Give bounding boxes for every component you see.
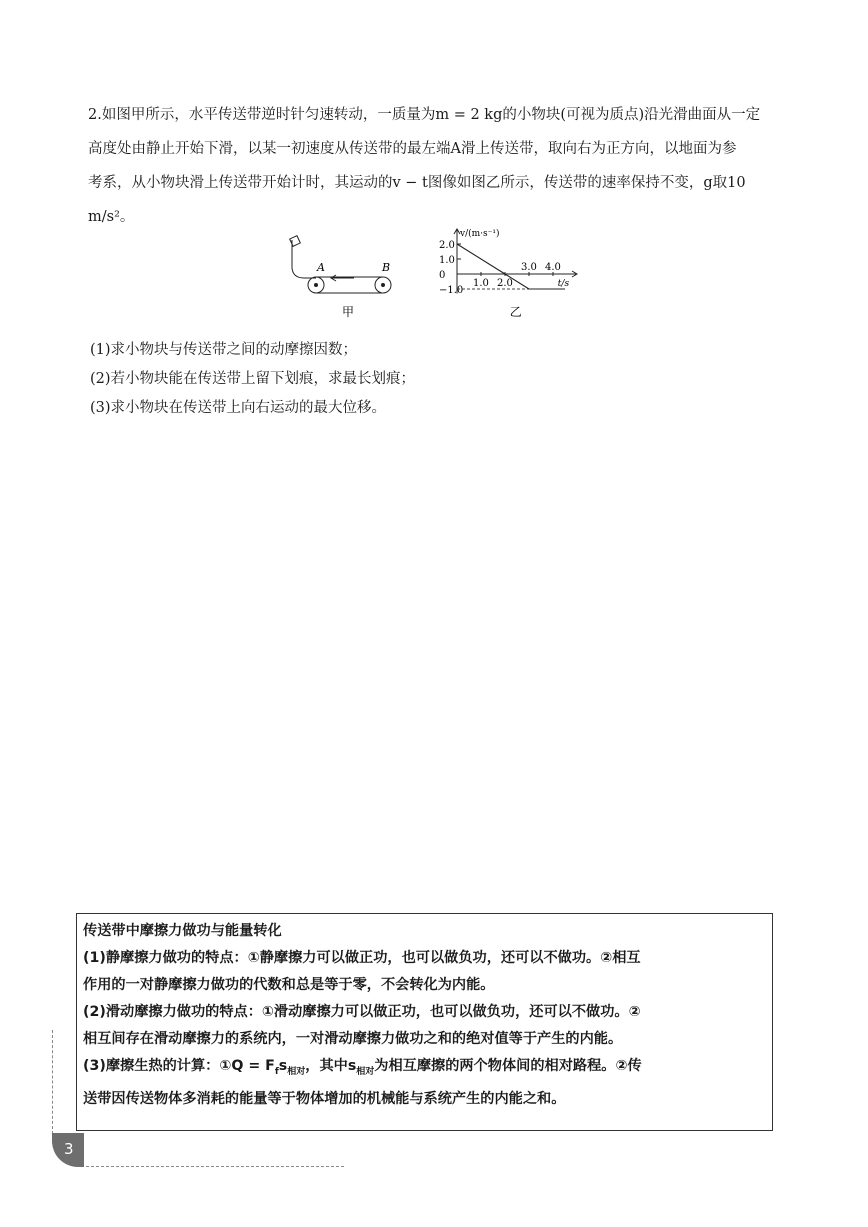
footer-dash (86, 1166, 344, 1167)
summary-title: 传送带中摩擦力做功与能量转化 (83, 923, 282, 939)
sub-question-3: (3)求小物块在传送带上向右运动的最大位移。 (90, 400, 387, 416)
problem-2 (88, 98, 808, 234)
label-b: B (382, 261, 391, 274)
x-tick-label: 4.0 (545, 262, 561, 273)
summary-line-2: 作用的一对静摩擦力做功的代数和总是等于零，不会转化为内能。 (83, 977, 495, 993)
block (290, 236, 301, 247)
y-tick-label: −1.0 (439, 285, 464, 296)
y-tick-label: 0 (439, 270, 446, 281)
x-tick-label: 1.0 (473, 278, 489, 289)
y-tick-label: 1.0 (439, 255, 455, 266)
page-number: 3 (52, 1133, 84, 1167)
sub-question-2: (2)若小物块能在传送带上留下划痕，求最长划痕； (90, 371, 416, 387)
problem-number: 2. (88, 107, 102, 123)
slope-curve (292, 240, 316, 278)
caption-a: 甲 (342, 305, 355, 319)
y-axis-label: v/(m·s⁻¹) (460, 229, 500, 239)
summary-line-1: (1)静摩擦力做功的特点：①静摩擦力可以做正功，也可以做负功，还可以不做功。②相互 (83, 950, 641, 966)
margin-vertical-dash (52, 1030, 53, 1134)
problem-line-2: 高度处由静止开始下滑，以某一初速度从传送带的最左端A滑上传送带，取向右为正方向，以地面为参 (88, 141, 737, 157)
y-tick-label: 2.0 (439, 240, 455, 251)
figure-svg (284, 228, 604, 328)
figure-a-conveyor (290, 236, 391, 293)
summary-line-3: (2)滑动摩擦力做功的特点：①滑动摩擦力可以做正功，也可以做负功，还可以不做功。② (83, 1004, 641, 1020)
summary-line-6: 送带因传送物体多消耗的能量等于物体增加的机械能与系统产生的内能之和。 (83, 1090, 566, 1107)
sub-questions (90, 336, 415, 423)
summary-line-5: (3)摩擦生热的计算：①Q = $F_fs_{相对}$，其中$s_{相对}$为相互摩擦的两个物体间的相对路程。②传 (83, 1058, 642, 1077)
figures (284, 228, 604, 328)
series-1-line (457, 244, 505, 274)
summary-line-4: 相互间存在滑动摩擦力的系统内，一对滑动摩擦力做功之和的绝对值等于产生的内能。 (83, 1031, 623, 1047)
x-tick-label: 3.0 (521, 262, 537, 273)
vt-chart (439, 228, 577, 319)
problem-line-4: m/s²。 (88, 209, 135, 225)
caption-b: 乙 (509, 305, 522, 319)
sub-question-1: (1)求小物块与传送带之间的动摩擦因数； (90, 342, 358, 358)
x-axis-label: t/s (557, 279, 570, 289)
problem-line-3: 考系，从小物块滑上传送带开始计时，其运动的v − t图像如图乙所示，传送带的速率保持不变，g取10 (88, 175, 746, 191)
problem-line-1: 2.如图甲所示，水平传送带逆时针匀速转动，一质量为m = 2 kg的小物块(可视为质点)沿光滑曲面从一定 (88, 107, 761, 123)
x-tick-label: 2.0 (497, 278, 513, 289)
label-a: A (317, 261, 325, 274)
summary-box (76, 913, 773, 1131)
